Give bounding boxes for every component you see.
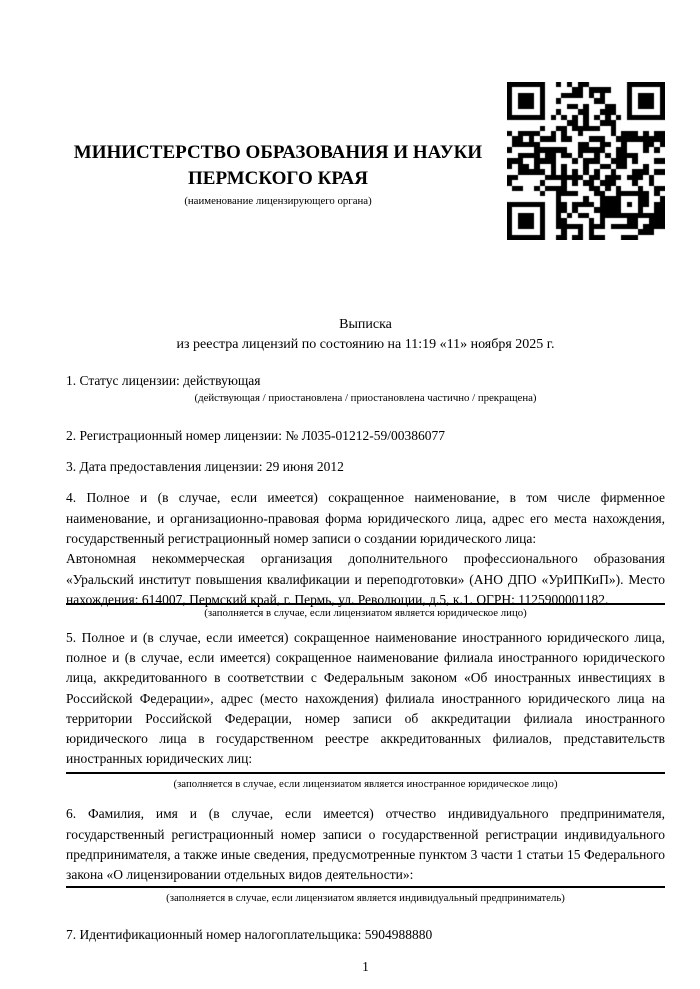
section-2-registration-number: 2. Регистрационный номер лицензии: № Л035-01212-59/00386077 [66,427,446,443]
document-title-line2: из реестра лицензий по состоянию на 11:19 «11» ноября 2025 г. [176,337,555,352]
ministry-name-line2: ПЕРМСКОГО КРАЯ [188,168,368,189]
document-title [66,315,665,355]
page-number: 1 [362,959,369,975]
fill-line-foreign-entity [66,772,665,774]
ministry-name-line1: МИНИСТЕРСТВО ОБРАЗОВАНИЯ И НАУКИ [73,142,483,163]
section-6-caption: (заполняется в случае, если лицензиатом является индивидуальный предприниматель) [166,892,565,905]
fill-line-entrepreneur [66,886,665,888]
section-4-legal-entity-value: Автономная некоммерческая организация дополнительного профессионального образования «Уральский институт повышения квалификации и переподготовки» (АНО ДПО «УрИПКиП»). Место нахождения: 614007, Пермский край, г. Пермь, ул. Революции, д.5, к.1. ОГРН: 1125900001182. [66,551,665,607]
qr-code [507,82,665,240]
licensing-authority-block [66,140,490,209]
section-4-caption: (заполняется в случае, если лицензиатом является юридическое лицо) [204,607,527,620]
section-7-taxpayer-number: 7. Идентификационный номер налогоплательщика: 5904988880 [66,926,433,942]
section-4-legal-entity-label: 4. Полное и (в случае, если имеется) сокращенное наименование, в том числе фирменное наименование, и организационно-правовая форма юридического лица, адрес его места нахождения, государственный регистрационный номер записи о создании юридического лица: [66,490,665,546]
document-header [66,0,665,240]
document-title-line1: Выписка [339,317,392,332]
section-5-foreign-entity-label: 5. Полное и (в случае, если имеется) сокращенное наименование иностранного юридического лица, полное и (в случае, если имеется) сокращенное наименование филиала иностранного юридического лица, аккредитованного в соответствии с Федеральным законом «Об иностранных инвестициях в Российской Федерации», адрес (место нахождения) филиала иностранного юридического лица на территории Российской Федерации, номер записи об аккредитации филиала иностранного юридического лица в государственном реестре аккредитованных филиалов, представительств иностранных юридических лиц: [66,629,665,767]
section-5-caption: (заполняется в случае, если лицензиатом является иностранное юридическое лицо) [173,777,558,790]
section-1-caption: (действующая / приостановлена / приостановлена частично / прекращена) [194,392,537,405]
section-1-license-status: 1. Статус лицензии: действующая [66,373,261,388]
section-6-entrepreneur-label: 6. Фамилия, имя и (в случае, если имеется) отчество индивидуального предпринимателя, государственный регистрационный номер записи о государственной регистрации индивидуального предпринимателя, а также иные сведения, предусмотренные пунктом 3 части 1 статьи 15 Федерального закона «О лицензировании отдельных видов деятельности»: [66,806,665,883]
section-3-grant-date: 3. Дата предоставления лицензии: 29 июня 2012 [66,459,344,475]
ministry-caption: (наименование лицензирующего органа) [184,195,372,207]
